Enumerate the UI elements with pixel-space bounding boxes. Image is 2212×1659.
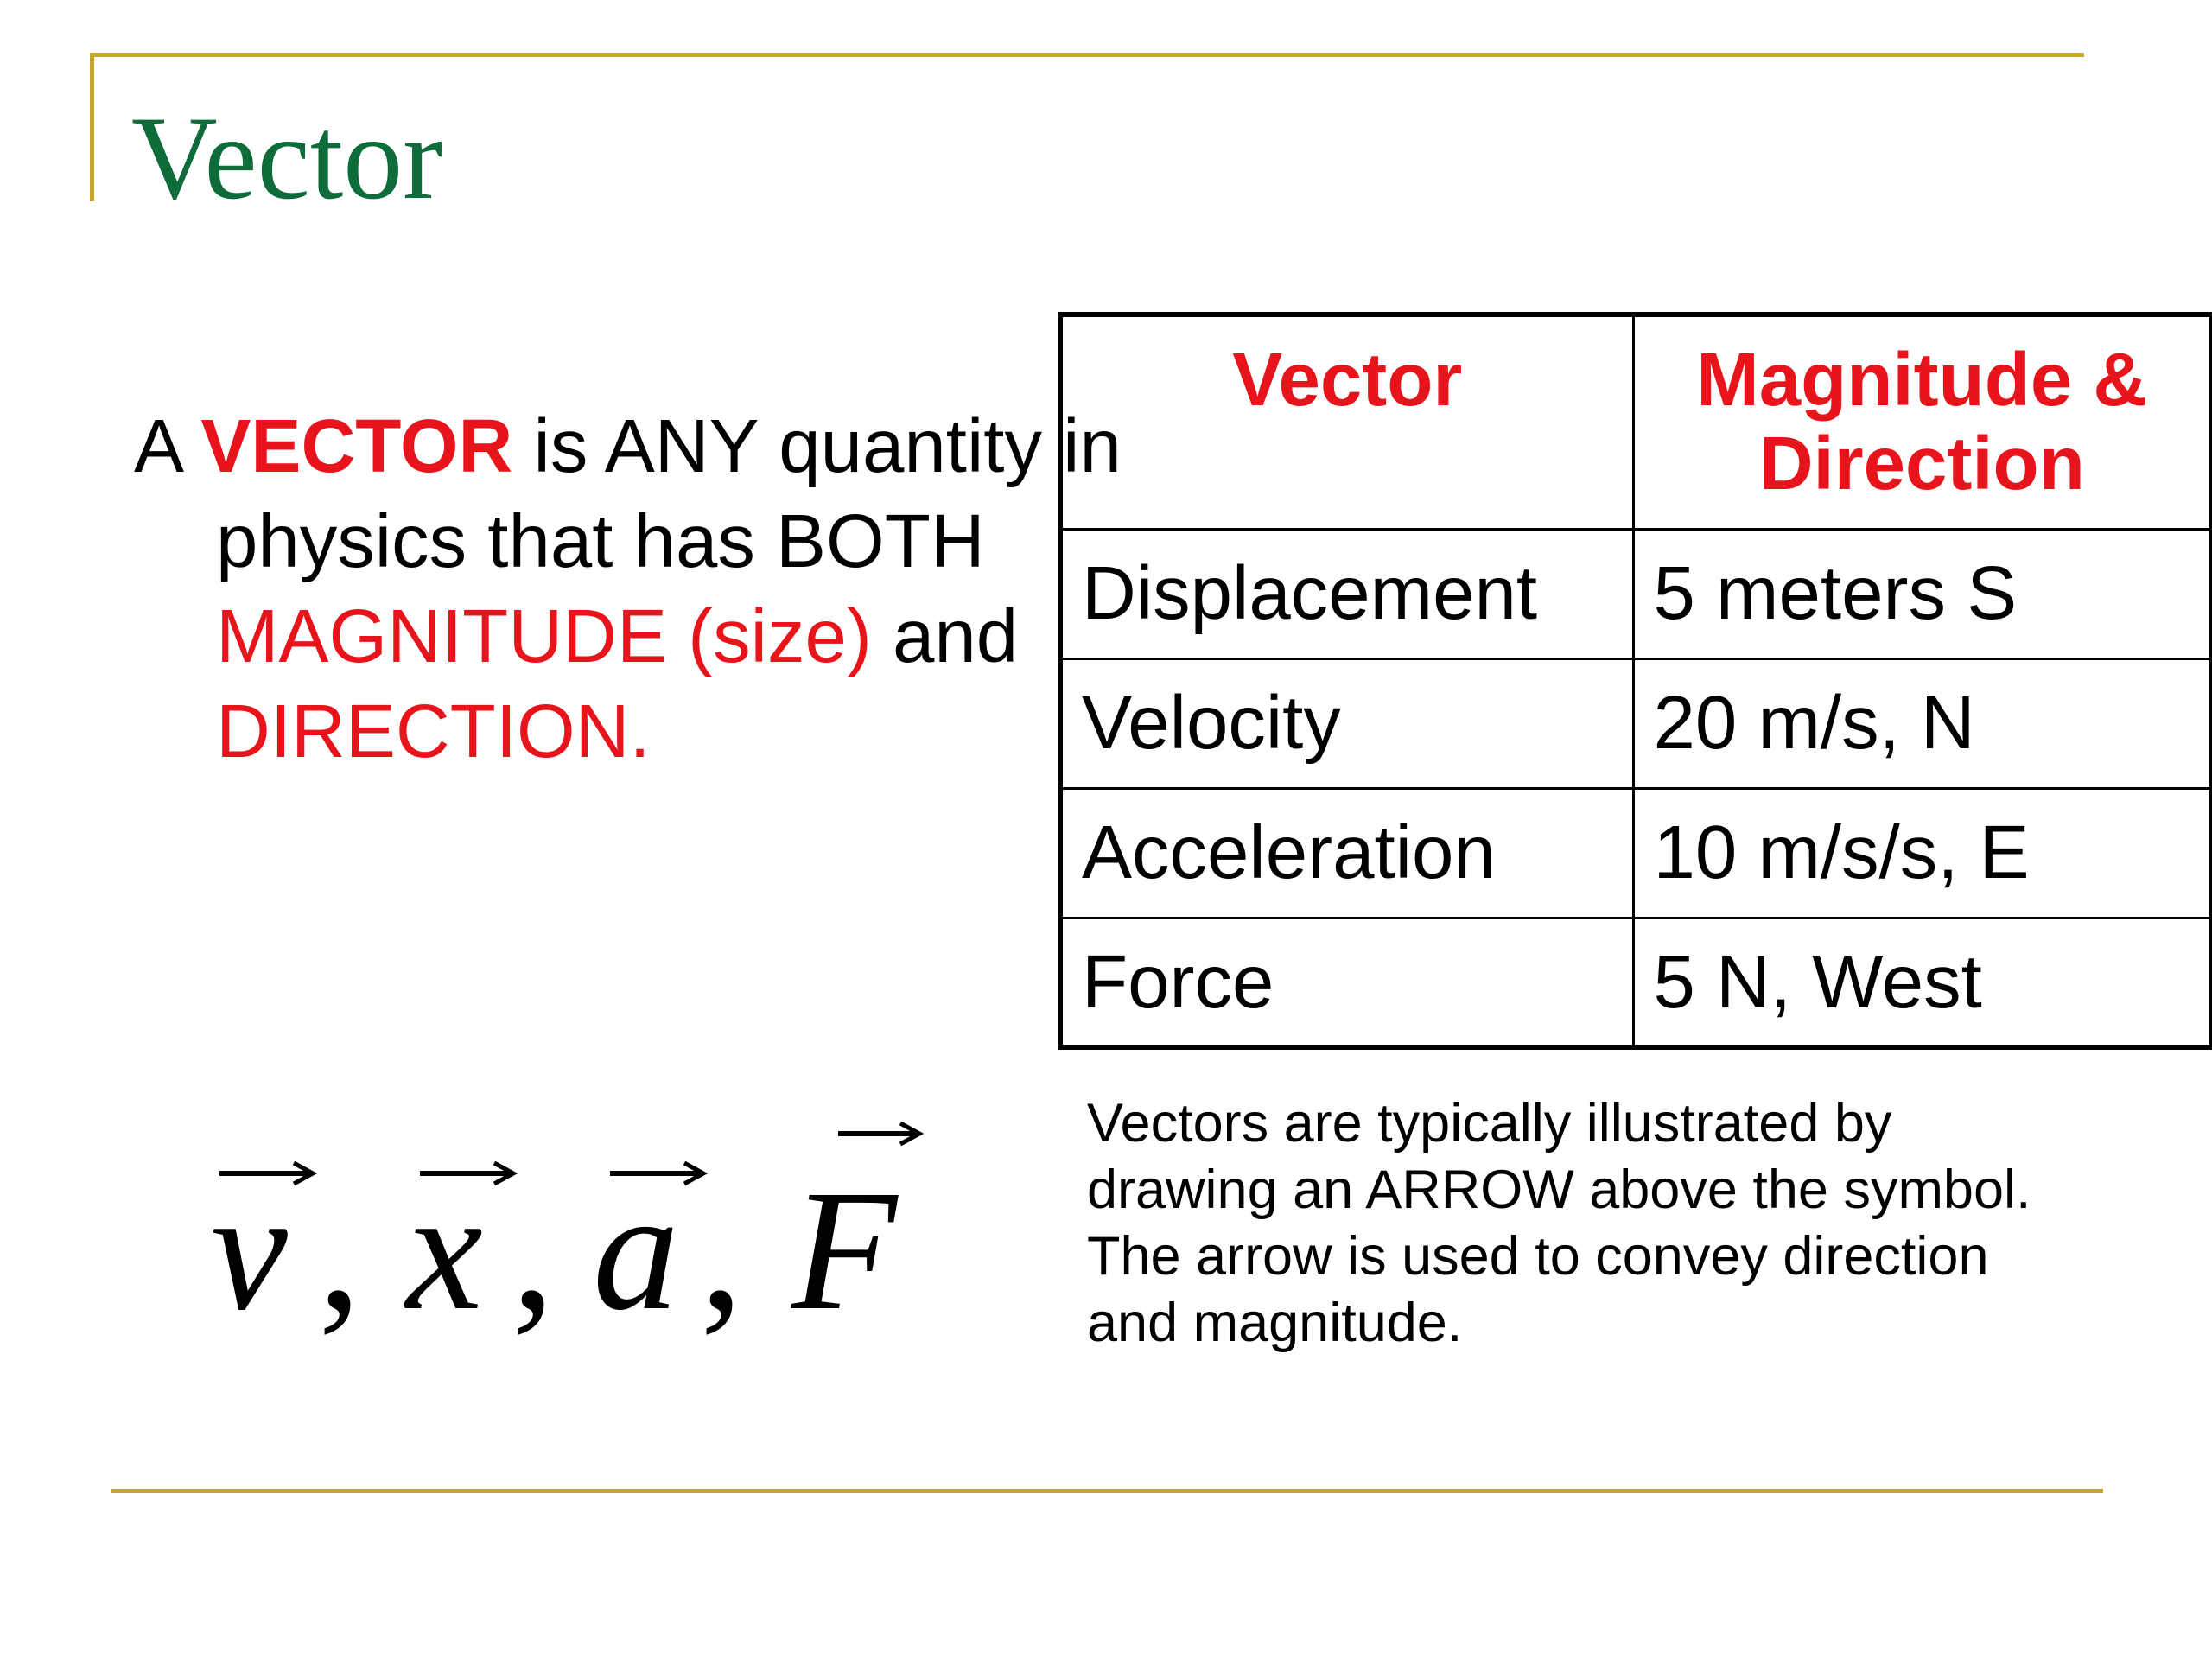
bottom-rule xyxy=(111,1489,2103,1493)
definition-part-2: is ANY quantity in physics that has BOTH xyxy=(216,404,1122,583)
slide-title: Vector xyxy=(131,92,443,224)
symbol-f: F xyxy=(791,1155,898,1346)
symbol-comma: , xyxy=(512,1155,555,1346)
table-cell-quantity: Acceleration xyxy=(1060,788,1633,918)
vector-symbols xyxy=(207,1104,985,1363)
table-row xyxy=(1060,918,2212,1047)
vector-definition xyxy=(134,399,1132,779)
symbol-a: a xyxy=(593,1155,679,1346)
table-cell-example: 20 m/s, N xyxy=(1633,658,2212,788)
caption-text: Vectors are typically illustrated by drawing an ARROW above the symbol. The arrow is used to convey direction and magnitude. xyxy=(1087,1093,2031,1353)
definition-part-3: and xyxy=(871,594,1019,678)
table-header-row xyxy=(1060,315,2212,529)
table-cell-quantity: Force xyxy=(1060,918,1633,1047)
symbol-comma: , xyxy=(318,1155,361,1346)
symbol-v: v xyxy=(211,1155,288,1346)
table-row xyxy=(1060,788,2212,918)
table-row xyxy=(1060,529,2212,658)
direction-word: DIRECTION. xyxy=(216,690,651,773)
table-header-magnitude-direction: Magnitude & Direction xyxy=(1633,315,2212,529)
magnitude-word: MAGNITUDE (size) xyxy=(216,594,872,678)
table-header-vector: Vector xyxy=(1060,315,1633,529)
table-cell-example: 5 N, West xyxy=(1633,918,2212,1047)
table-cell-quantity: Velocity xyxy=(1060,658,1633,788)
vector-table xyxy=(1058,312,2212,1050)
symbol-x: x xyxy=(406,1155,483,1346)
table-cell-example: 5 meters S xyxy=(1633,529,2212,658)
definition-part-1: A xyxy=(134,404,201,488)
left-rule xyxy=(90,53,94,201)
symbol-comma: , xyxy=(700,1155,743,1346)
table-cell-quantity: Displacement xyxy=(1060,529,1633,658)
top-rule xyxy=(90,53,2084,57)
table-row xyxy=(1060,658,2212,788)
table-cell-example: 10 m/s/s, E xyxy=(1633,788,2212,918)
vector-word: VECTOR xyxy=(200,404,513,488)
vector-table-container xyxy=(1058,312,2212,1050)
